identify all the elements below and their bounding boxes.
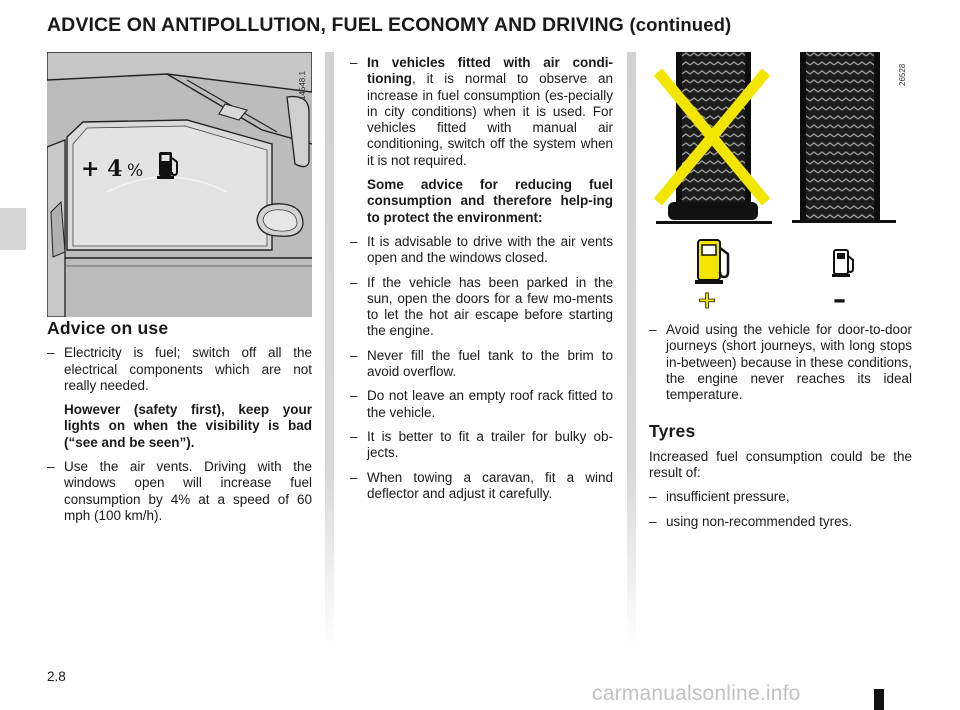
figure-reference: 26528 [898, 63, 907, 86]
safety-note: However (safety first), keep your lights on when the visibility is bad (“see and be seen”). [64, 402, 312, 450]
car-window-drawing [47, 52, 312, 317]
column-1 [47, 320, 312, 532]
tyres-drawing [650, 52, 912, 312]
list-item: – using non-recommended tyres. [649, 513, 853, 529]
car-window-illustration [47, 52, 312, 317]
page-title [47, 14, 731, 37]
column-3 [649, 322, 912, 538]
environment-note: Some advice for reducing fuel consumption and therefore help-ing to protect the environment: [367, 177, 613, 225]
list-item: – It is better to fit a trailer for bulky ob-jects. [350, 428, 613, 461]
page-corner-mark [874, 689, 884, 710]
section-tab [0, 208, 26, 250]
air-conditioning-emphasis: In vehicles fitted with air condi-tioning [367, 55, 613, 87]
fuel-pump-icon [695, 240, 728, 284]
correct-tyre [800, 52, 880, 220]
list-item: – Never fill the fuel tank to the brim to avoid overflow. [350, 347, 613, 380]
consumption-increase-label: + 4 [81, 156, 123, 182]
list-item: – It is advisable to drive with the air vents open and the windows closed. [350, 233, 613, 266]
section-heading-tyres: Tyres [649, 421, 696, 442]
column-divider-left [325, 52, 334, 647]
list-item: – insufficient pressure, [649, 489, 790, 505]
fuel-pump-icon [832, 250, 853, 277]
column-divider-right [627, 52, 636, 647]
svg-text:%: % [127, 161, 144, 181]
page-title-main: ADVICE ON ANTIPOLLUTION, FUEL ECONOMY AND DRIVING [47, 14, 624, 36]
figure-reference: 14548.1 [298, 71, 307, 100]
list-item: – If the vehicle has been parked in the sun, open the doors for a few mo-ments to let the hot air escape before starting the engine. [350, 274, 613, 339]
tyres-illustration [650, 52, 912, 312]
less-consumption-sign: – [833, 285, 846, 312]
list-item: – When towing a caravan, fit a wind deflector and adjust it carefully. [350, 469, 613, 501]
column-2 [350, 55, 613, 510]
list-item: – Do not leave an empty roof rack fitted to the vehicle. [350, 388, 613, 420]
watermark-link[interactable]: carmanualsonline.info [592, 682, 801, 705]
page-title-suffix: (continued) [629, 14, 732, 35]
more-consumption-sign: + [697, 286, 718, 312]
tyres-intro: Increased fuel consumption could be the result of: [649, 448, 912, 481]
list-item: – Avoid using the vehicle for door-to-door journeys (short journeys, with long stops in-between) because in these conditions, the engine never reaches its ideal temperature. [649, 322, 912, 403]
section-heading-advice: Advice on use [47, 318, 169, 338]
list-item: – Electricity is fuel; switch off all the electrical components which are not really needed. [47, 345, 312, 393]
list-item: – In vehicles fitted with air condi-tioning, it is normal to observe an increase in fuel consumption (es-pecially in city conditions) when it is used. For vehicles fitted with manual air conditioning, switch off the system when it is not required. [350, 55, 613, 168]
list-item: – Use the air vents. Driving with the windows open will increase fuel consumption by 4% at a speed of 60 mph (100 km/h). [47, 459, 312, 523]
page-number: 2.8 [47, 669, 66, 684]
